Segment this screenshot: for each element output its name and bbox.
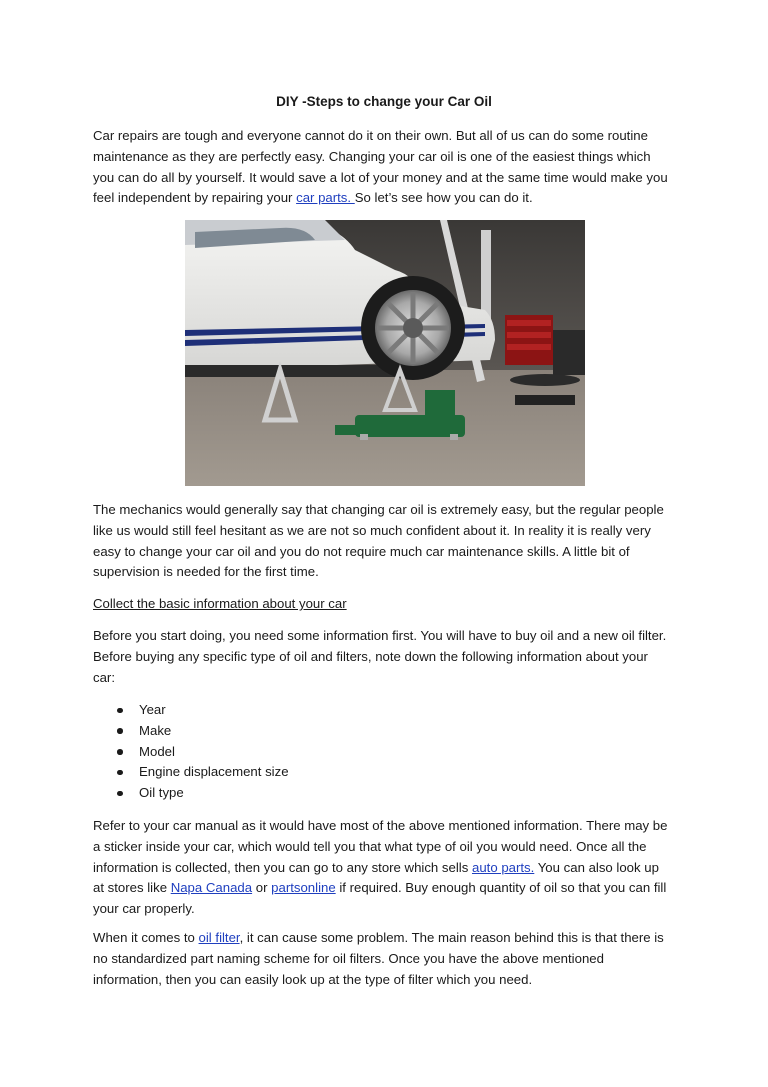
bullet-icon xyxy=(117,728,123,734)
auto-parts-link[interactable]: auto parts. xyxy=(471,859,535,875)
intro-paragraph xyxy=(93,126,673,209)
car-photo-illustration xyxy=(185,220,585,486)
bullet-icon xyxy=(117,749,123,755)
napa-canada-link[interactable]: Napa Canada xyxy=(170,880,253,896)
bullet-icon xyxy=(117,708,123,714)
intro-text-2: So let’s see how you can do it. xyxy=(354,190,533,206)
section-heading: Collect the basic information about your car xyxy=(93,596,347,611)
oil-filter-link[interactable]: oil filter xyxy=(198,930,240,945)
oil-filter-paragraph: When it comes to oil filter, it can cause some problem. The main reason behind this is that there is no standardized part naming scheme for oil filters. Once you have the above mentioned information, then you can easily look up at the type of filter which you need. xyxy=(93,930,664,987)
list-item: Make xyxy=(115,721,289,742)
bullet-icon xyxy=(117,770,123,776)
car-parts-link[interactable]: car parts. xyxy=(296,190,355,206)
list-item: Oil type xyxy=(115,783,289,804)
list-item: Year xyxy=(115,700,289,721)
partsonline-link[interactable]: partsonline xyxy=(271,880,336,896)
mechanics-paragraph: The mechanics would generally say that changing car oil is extremely easy, but the regular people like us would still feel hesitant as we are not so much confident about it. In reality it is really very easy to change your car oil and you do not require much car maintenance skills. A little bit of supervision is needed for the first time. xyxy=(93,502,664,580)
list-item: Model xyxy=(115,742,289,763)
refer-paragraph: Refer to your car manual as it would have most of the above mentioned information. There may be a sticker inside your car, which would tell you that what type of oil you would need. Once all the information is collected, then you can go to any store which sells auto parts. You can also look up at stores like Napa Canada or partsonline if required. Buy enough quantity of oil so that you can fill your car properly. xyxy=(93,818,668,917)
bullet-icon xyxy=(117,791,123,797)
document-title: DIY -Steps to change your Car Oil xyxy=(276,94,492,109)
car-on-jack-photo xyxy=(185,220,585,486)
list-item: Engine displacement size xyxy=(115,762,289,783)
intro-text-1: Car repairs are tough and everyone cannot do it on their own. But all of us can do some routine maintenance as they are perfectly easy. Changing your car oil is one of the easiest things which you can do all by yourself. It would save a lot of your money and at the same time would make you feel independent by repairing your xyxy=(93,128,668,206)
before-paragraph: Before you start doing, you need some information first. You will have to buy oil and a new oil filter. Before buying any specific type of oil and filters, note down the following information about your car: xyxy=(93,628,667,685)
car-info-list xyxy=(115,700,289,804)
